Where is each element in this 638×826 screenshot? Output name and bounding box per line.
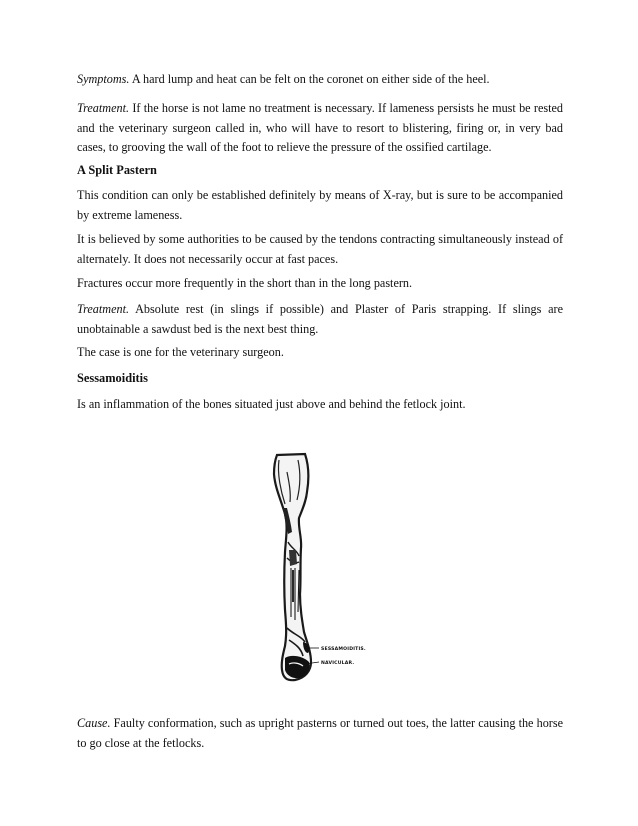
document-page — [77, 0, 563, 826]
split-pastern-heading: A Split Pastern — [77, 163, 157, 177]
symptoms-text: A hard lump and heat can be felt on the coronet on either side of the heel. — [129, 72, 490, 86]
horse-leg-illustration — [265, 452, 405, 687]
sessamoiditis-definition: Is an inflammation of the bones situated just above and behind the fetlock joint. — [77, 397, 466, 411]
sessamoiditis-label: SESSAMOIDITIS. — [321, 647, 366, 652]
navicular-label: NAVICULAR. — [321, 661, 355, 666]
cause-lead: Cause. — [77, 716, 111, 730]
treatment-paragraph-1 — [77, 99, 563, 158]
cause-paragraph — [77, 714, 563, 753]
treatment-text-2: Absolute rest (in slings if possible) and Plaster of Paris strapping. If slings are unobtainable a sawdust bed is the next best thing. — [77, 302, 563, 336]
split-pastern-paragraph-3: Fractures occur more frequently in the short than in the long pastern. — [77, 276, 413, 290]
treatment-lead-2: Treatment. — [77, 302, 130, 316]
sessamoiditis-heading: Sessamoiditis — [77, 371, 148, 385]
treatment-paragraph-2 — [77, 300, 563, 339]
knee-dark — [289, 550, 297, 566]
symptoms-paragraph — [77, 70, 563, 90]
cannon-dark — [292, 570, 294, 602]
cause-text: Faulty conformation, such as upright pasterns or turned out toes, the latter causing the horse to go close at the fetlocks. — [77, 716, 563, 750]
symptoms-lead: Symptoms. — [77, 72, 130, 86]
vet-case-paragraph: The case is one for the veterinary surgeon. — [77, 345, 284, 359]
treatment-text-1: If the horse is not lame no treatment is necessary. If lameness persists he must be rested and the veterinary surgeon called in, who will have to resort to blistering, firing or, in very bad cases, to grooving the wall of the foot to relieve the pressure of the ossified cartilage. — [77, 101, 563, 154]
split-pastern-paragraph-1: This condition can only be established definitely by means of X-ray, but is sure to be accompanied by extreme lameness. — [77, 188, 563, 222]
treatment-lead-1: Treatment. — [77, 101, 130, 115]
split-pastern-paragraph-2: It is believed by some authorities to be caused by the tendons contracting simultaneously instead of alternately. It does not necessarily occur at fast paces. — [77, 232, 563, 266]
